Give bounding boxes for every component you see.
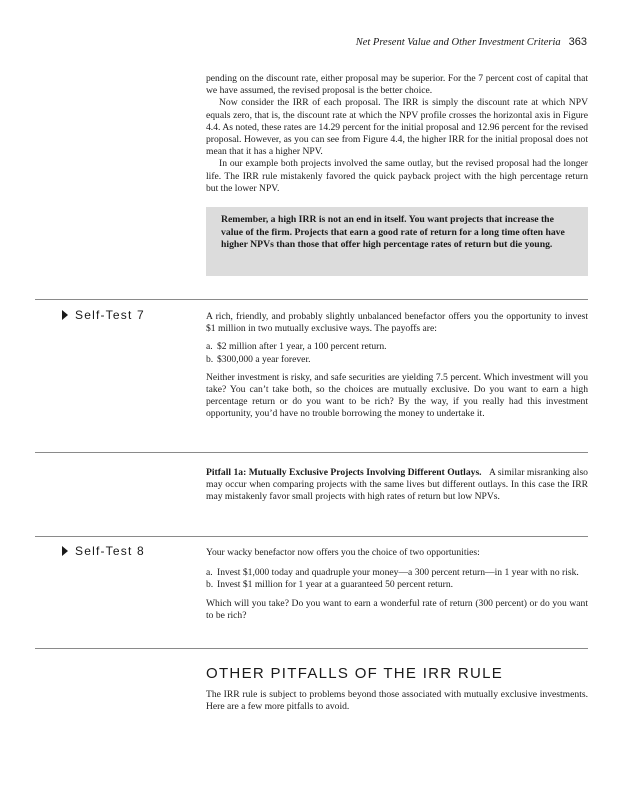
self-test-8 [206, 547, 588, 622]
self-test-7-followup: Neither investment is risky, and safe securities are yielding 7.5 percent. Which investment will you take? You can’t take both, so the choices are mutually exclusive. Do you want to earn a high percentage return or do you want to be rich? By the way, if you really had this investment opportunity, you’d have no trouble borrowing the money to undertake it. [206, 371, 588, 420]
key-point-callout [206, 207, 588, 276]
section-heading: OTHER PITFALLS OF THE IRR RULE [206, 665, 504, 682]
triangle-marker-icon [62, 546, 68, 556]
list-item [206, 341, 588, 353]
section-body [206, 689, 588, 713]
self-test-8-label [62, 544, 145, 558]
pitfall-1a [206, 467, 588, 504]
callout-text: Remember, a high IRR is not an end in itself. You want projects that increase the value of the firm. Projects that earn a good rate of return for a long time often have higher NPVs than those that offer high percentage rates of return but die young. [221, 214, 565, 251]
section-paragraph: The IRR rule is subject to problems beyond those associated with mutually exclusive investments. Here are a few more pitfalls to avoid. [206, 689, 588, 713]
list-text: $2 million after 1 year, a 100 percent return. [217, 341, 387, 353]
self-test-8-label-text: Self-Test 8 [75, 544, 145, 558]
self-test-8-followup: Which will you take? Do you want to earn a wonderful rate of return (300 percent) or do you want to be rich? [206, 597, 588, 621]
self-test-8-question: Your wacky benefactor now offers you the choice of two opportunities: [206, 547, 480, 558]
self-test-7-question: A rich, friendly, and probably slightly unbalanced benefactor offers you the opportunity to invest $1 million in two mutually exclusive ways. The payoffs are: [206, 311, 588, 335]
list-marker: a. [206, 341, 213, 353]
running-title: Net Present Value and Other Investment Criteria [355, 37, 561, 48]
list-text: $300,000 a year forever. [217, 353, 311, 365]
list-marker: b. [206, 579, 214, 591]
divider [35, 648, 588, 649]
self-test-7 [206, 311, 588, 421]
list-text: Invest $1 million for 1 year at a guaranteed 50 percent return. [217, 579, 454, 591]
intro-paragraph-1: pending on the discount rate, either proposal may be superior. For the 7 percent cost of capital that we have assumed, the revised proposal is the better choice. [206, 73, 588, 97]
self-test-7-label-text: Self-Test 7 [75, 308, 145, 322]
list-item [206, 567, 588, 579]
pitfall-paragraph [206, 467, 588, 504]
pitfall-title: Pitfall 1a: Mutually Exclusive Projects Involving Different Outlays. [206, 467, 482, 478]
pitfall-text: A similar misranking also may occur when comparing projects with the same lives but different outlays. In this case the IRR may mistakenly favor small projects with high rates of return but low NPVs. [206, 467, 588, 503]
list-item [206, 354, 588, 366]
page-number: 363 [568, 36, 587, 48]
list-item [206, 579, 588, 591]
intro-paragraph-3: In our example both projects involved the same outlay, but the revised proposal had the longer life. The IRR rule mistakenly favored the quick payback project with the high percentage return but the lower NPV. [206, 158, 588, 194]
self-test-7-options [206, 341, 588, 365]
divider [35, 452, 588, 453]
intro-paragraph-2: Now consider the IRR of each proposal. The IRR is simply the discount rate at which NPV equals zero, that is, the discount rate at which the NPV profile crosses the horizontal axis in Figure 4.4. As noted, these rates are 14.29 percent for the initial proposal and 12.96 percent for the revised proposal. However, as you can see from Figure 4.4, the higher IRR for the initial proposal does not mean that it has a higher NPV. [206, 97, 588, 158]
list-text: Invest $1,000 today and quadruple your money—a 300 percent return—in 1 year with no risk. [217, 567, 579, 579]
running-header [300, 36, 587, 48]
list-marker: b. [206, 353, 214, 365]
divider [35, 536, 588, 537]
self-test-7-label [62, 308, 145, 322]
self-test-8-options [206, 567, 588, 591]
list-marker: a. [206, 567, 213, 579]
divider [35, 299, 588, 300]
triangle-marker-icon [62, 310, 68, 320]
intro-text [206, 73, 588, 195]
